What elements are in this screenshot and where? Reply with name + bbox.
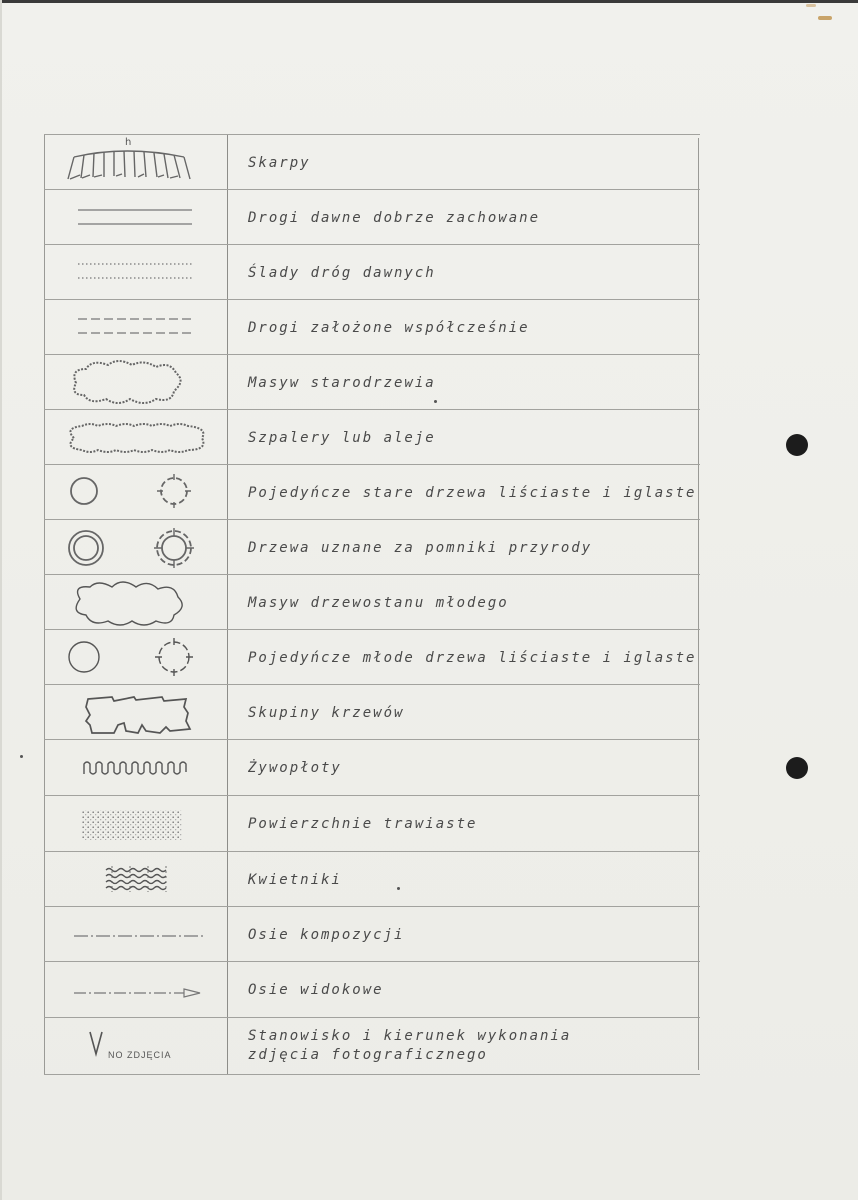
legend-row xyxy=(44,684,700,740)
young-tree-mass-outline-symbol xyxy=(52,575,220,630)
legend-row xyxy=(44,739,700,796)
legend-label: Szpalery lub aleje xyxy=(248,429,436,446)
legend-row xyxy=(44,906,700,962)
old-tree-mass-outline-symbol xyxy=(52,355,220,410)
legend-row xyxy=(44,134,700,190)
scan-top-edge xyxy=(0,0,858,3)
paper-speck xyxy=(20,755,23,758)
punch-hole xyxy=(786,757,808,779)
flowerbed-pattern-symbol xyxy=(52,852,220,907)
legend-row xyxy=(44,354,700,410)
legend-label: Skarpy xyxy=(248,154,311,171)
photo-viewpoint-v-symbol xyxy=(52,1018,220,1074)
legend-row xyxy=(44,795,700,852)
legend-row xyxy=(44,409,700,465)
legend-label: Drogi dawne dobrze zachowane xyxy=(248,209,541,226)
legend-label: Pojedyńcze stare drzewa liściaste i iglaste xyxy=(248,484,697,501)
escarpment-hatch-symbol xyxy=(52,135,220,190)
legend-label: Osie kompozycji xyxy=(248,926,405,943)
double-dotted-line-symbol xyxy=(52,245,220,300)
legend-row xyxy=(44,1017,700,1075)
double-dashed-line-symbol xyxy=(52,300,220,355)
grass-stipple-symbol xyxy=(52,796,220,852)
single-old-trees-circles-symbol xyxy=(52,465,220,520)
natural-monument-trees-double-circles-symbol xyxy=(52,520,220,575)
double-solid-line-symbol xyxy=(52,190,220,245)
legend-row xyxy=(44,464,700,520)
legend-label: Kwietniki xyxy=(248,871,342,888)
legend-label-block xyxy=(248,1018,571,1074)
legend-label: Ślady dróg dawnych xyxy=(248,264,436,281)
hedge-wave-symbol xyxy=(52,740,220,796)
legend-row xyxy=(44,519,700,575)
legend-label: Masyw starodrzewia xyxy=(248,374,436,391)
single-young-trees-circles-symbol xyxy=(52,630,220,685)
legend-label: Żywopłoty xyxy=(248,760,342,776)
legend-row xyxy=(44,851,700,907)
view-axis-arrow-symbol xyxy=(52,962,220,1018)
shrub-group-outline-symbol xyxy=(52,685,220,740)
legend-label: Drzewa uznane za pomniki przyrody xyxy=(248,539,593,556)
legend-label: Skupiny krzewów xyxy=(248,704,405,721)
legend-row xyxy=(44,574,700,630)
legend-row xyxy=(44,961,700,1018)
paper-stain xyxy=(806,4,816,7)
svg-text:h: h xyxy=(125,137,132,148)
paper-stain xyxy=(818,16,832,20)
legend-row xyxy=(44,189,700,245)
legend-label: Osie widokowe xyxy=(248,982,384,998)
legend-label: Pojedyńcze młode drzewa liściaste i iglaste xyxy=(248,649,697,666)
photo-symbol-note: NO ZDJĘCIA xyxy=(108,1050,172,1060)
legend-row xyxy=(44,299,700,355)
map-legend-table xyxy=(44,134,700,1074)
legend-label-line2: zdjęcia fotograficznego xyxy=(248,1047,488,1063)
legend-row xyxy=(44,244,700,300)
legend-label: Powierzchnie trawiaste xyxy=(248,816,478,832)
alley-chain-outline-symbol xyxy=(52,410,220,465)
legend-row xyxy=(44,629,700,685)
legend-label: Stanowisko i kierunek wykonania xyxy=(248,1028,572,1044)
punch-hole xyxy=(786,434,808,456)
scan-left-edge xyxy=(0,0,2,1200)
composition-axis-dash-dot-symbol xyxy=(52,907,220,962)
legend-label: Masyw drzewostanu młodego xyxy=(248,594,509,611)
legend-label: Drogi założone współcześnie xyxy=(248,319,530,336)
